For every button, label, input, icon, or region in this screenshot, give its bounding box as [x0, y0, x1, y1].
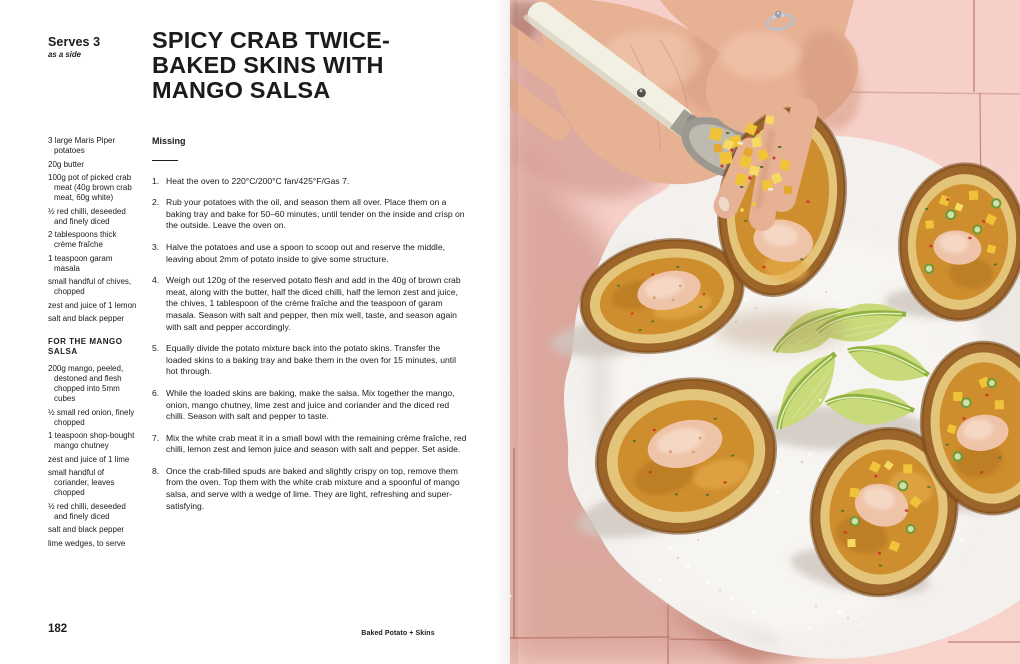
method-step	[152, 197, 468, 232]
ingredient-item: 2 tablespoons thick crème fraîche	[48, 230, 117, 249]
section-rule	[152, 160, 178, 161]
step-text: Halve the potatoes and use a spoon to scoop out and reserve the middle, leaving about 2mm of potato inside to give some structure.	[166, 241, 446, 264]
ingredient-item: ½ red chilli, deseeded and finely diced	[48, 206, 126, 226]
method-column	[152, 136, 468, 522]
ingredients-column	[48, 136, 140, 552]
step-text: While the loaded skins are baking, make the salsa. Mix together the mango, onion, mango chutney, lime zest and juice and coriander and the diced red chilli. Season with salt and pepper to taste.	[166, 387, 455, 422]
food-photograph	[510, 0, 1020, 664]
book-gutter-shadow	[496, 0, 510, 664]
step-text: Mix the white crab meat it in a small bowl with the remaining crème fraîche, red chilli, lemon zest and lemon juice and season with salt and pepper. Set aside.	[166, 432, 467, 455]
page-number: 182	[48, 623, 68, 635]
ingredient-item: lime wedges, to serve	[48, 538, 126, 548]
ingredient-item: small handful of coriander, leaves chopped	[48, 468, 115, 497]
ingredient-item: 3 large Maris Piper potatoes	[48, 136, 116, 155]
serves-note: as a side	[48, 49, 81, 59]
spine-vignette	[510, 0, 518, 664]
step-text: Equally divide the potato mixture back into the potato skins. Transfer the loaded skins to a baking tray and bake them in the oven for 15 minutes, until hot through.	[166, 343, 456, 377]
step-text: Rub your potatoes with the oil, and season them all over. Place them on a baking tray and bake for 50–60 minutes, until tender on the inside and crisp on the outside. Leave the oven on.	[166, 197, 465, 231]
ingredient-item: 200g mango, peeled, destoned and flesh chopped into 5mm cubes	[48, 364, 124, 403]
method-header: Missing	[152, 136, 186, 146]
ingredient-item: zest and juice of 1 lime	[48, 454, 130, 464]
ingredient-item: ½ red chilli, deseeded and finely diced	[48, 501, 126, 521]
step-number: 1.	[152, 175, 160, 186]
step-number: 2.	[152, 197, 160, 208]
title-line: SPICY CRAB TWICE-	[152, 27, 390, 53]
step-text: Weigh out 120g of the reserved potato flesh and add in the 40g of brown crab meat, along with the butter, half the diced chilli, half the lemon zest and juice, the chives, 1 tablespoon of the crème fraîche and the teaspoon of garam masala. Season with salt and pepper, then mix well, taste, and season again with salt and pepper accordingly.	[166, 275, 461, 332]
step-number: 8.	[152, 465, 160, 476]
ingredient-item: salt and black pepper	[48, 314, 125, 323]
step-number: 4.	[152, 275, 160, 286]
serves-info	[48, 36, 100, 59]
ingredients-main-list	[48, 136, 140, 324]
held-potato-shadow	[714, 310, 846, 350]
step-text: Once the crab-filled spuds are baked and slightly crispy on top, remove them from the oven. Top them with the white crab mixture and a spoonful of mango salsa, and serve with a wedge of lime. They are light, refreshing and super-satisfying.	[166, 465, 460, 511]
method-step	[152, 433, 468, 456]
running-footer: Baked Potato + Skins	[361, 630, 435, 637]
method-step	[152, 466, 468, 512]
ingredients-salsa-list	[48, 364, 140, 549]
ingredient-item: zest and juice of 1 lemon	[48, 300, 137, 310]
method-step	[152, 275, 468, 333]
step-number: 3.	[152, 241, 160, 252]
salsa-section-header: FOR THE MANGO SALSA	[48, 337, 123, 356]
method-step	[152, 388, 468, 423]
ingredient-item: 20g butter	[48, 159, 85, 169]
ingredient-item: 1 teaspoon garam masala	[48, 253, 113, 273]
method-step	[152, 343, 468, 378]
step-number: 6.	[152, 387, 160, 398]
ingredient-item: 1 teaspoon shop-bought mango chutney	[48, 431, 135, 450]
step-text: Heat the oven to 220°C/200°C fan/425°F/Gas 7.	[166, 175, 350, 186]
step-number: 7.	[152, 432, 160, 443]
ingredient-item: small handful of chives, chopped	[48, 277, 132, 296]
method-step	[152, 242, 468, 265]
ingredient-item: ½ small red onion, finely chopped	[48, 407, 135, 427]
serves-count: Serves 3	[48, 35, 101, 49]
title-line: BAKED SKINS WITH	[152, 52, 384, 78]
ingredient-item: 100g pot of picked crab meat (40g brown crab meat, 60g white)	[48, 173, 132, 202]
recipe-title	[152, 28, 390, 103]
title-line: MANGO SALSA	[152, 77, 331, 103]
method-steps-list	[152, 176, 468, 513]
step-number: 5.	[152, 343, 160, 354]
method-step	[152, 176, 468, 188]
photo-illustration	[510, 0, 1020, 664]
ingredient-item: salt and black pepper	[48, 525, 125, 534]
